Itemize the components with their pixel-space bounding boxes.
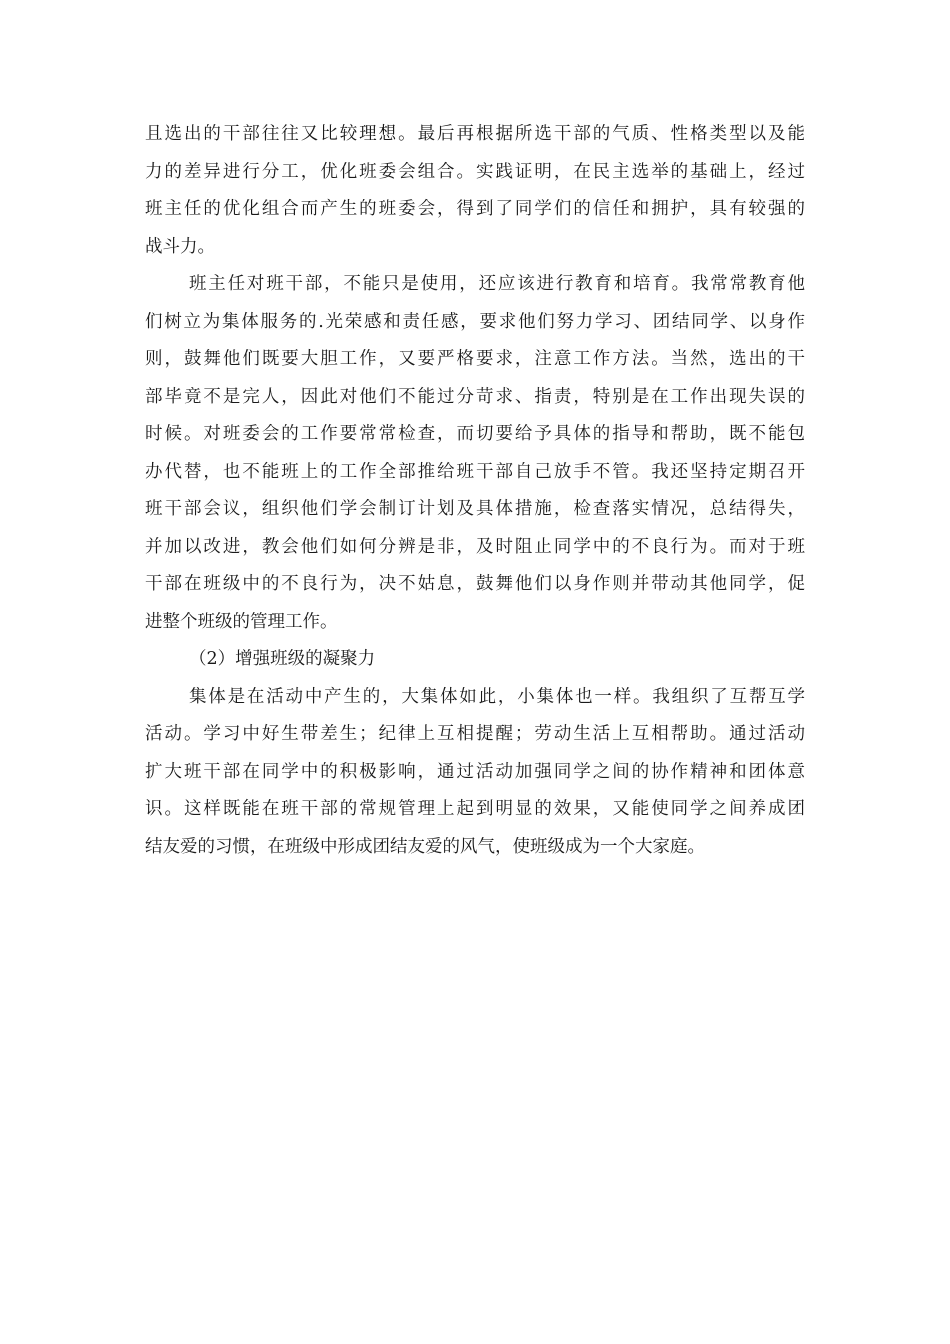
text-line: 办代替，也不能班上的工作全部推给班干部自己放手不管。我还坚持定期召开 xyxy=(145,461,805,482)
document-body xyxy=(145,116,805,866)
text-line: 结友爱的习惯，在班级中形成团结友爱的风气，使班级成为一个大家庭。 xyxy=(145,836,705,857)
paragraph-2 xyxy=(145,266,805,641)
text-line: 班主任的优化组合而产生的班委会，得到了同学们的信任和拥护，具有较强的 xyxy=(145,199,805,219)
text-line: 力的差异进行分工，优化班委会组合。实践证明，在民主选举的基础上，经过 xyxy=(145,161,805,182)
text-line: 活动。学习中好生带差生；纪律上互相提醒；劳动生活上互相帮助。通过活动 xyxy=(145,724,805,744)
text-line: 则，鼓舞他们既要大胆工作，又要严格要求，注意工作方法。当然，选出的干 xyxy=(145,349,805,369)
text-line: 集体是在活动中产生的，大集体如此，小集体也一样。我组织了互帮互学 xyxy=(189,686,805,707)
paragraph-1 xyxy=(145,116,805,266)
text-line: 干部在班级中的不良行为，决不姑息，鼓舞他们以身作则并带动其他同学，促 xyxy=(145,574,805,594)
text-line: 战斗力。 xyxy=(145,236,215,257)
text-line: 时候。对班委会的工作要常常检查，而切要给予具体的指导和帮助，既不能包 xyxy=(145,424,805,444)
text-line: 且选出的干部往往又比较理想。最后再根据所选干部的气质、性格类型以及能 xyxy=(145,124,805,144)
text-line: 们树立为集体服务的.光荣感和责任感，要求他们努力学习、团结同学、以身作 xyxy=(145,311,805,332)
section-heading: （2）增强班级的凝聚力 xyxy=(189,649,376,669)
text-line: 并加以改进，教会他们如何分辨是非，及时阻止同学中的不良行为。而对于班 xyxy=(145,536,805,557)
text-line: 部毕竟不是完人，因此对他们不能过分苛求、指责，特别是在工作出现失误的 xyxy=(145,386,805,407)
text-line: 进整个班级的管理工作。 xyxy=(145,611,338,632)
paragraph-3 xyxy=(145,679,805,867)
text-line: 识。这样既能在班干部的常规管理上起到明显的效果，又能使同学之间养成团 xyxy=(145,799,805,819)
text-line: 扩大班干部在同学中的积极影响，通过活动加强同学之间的协作精神和团体意 xyxy=(145,761,805,782)
text-line: 班干部会议，组织他们学会制订计划及具体措施，检查落实情况，总结得失， xyxy=(145,499,805,519)
text-line: 班主任对班干部，不能只是使用，还应该进行教育和培育。我常常教育他 xyxy=(189,274,805,294)
